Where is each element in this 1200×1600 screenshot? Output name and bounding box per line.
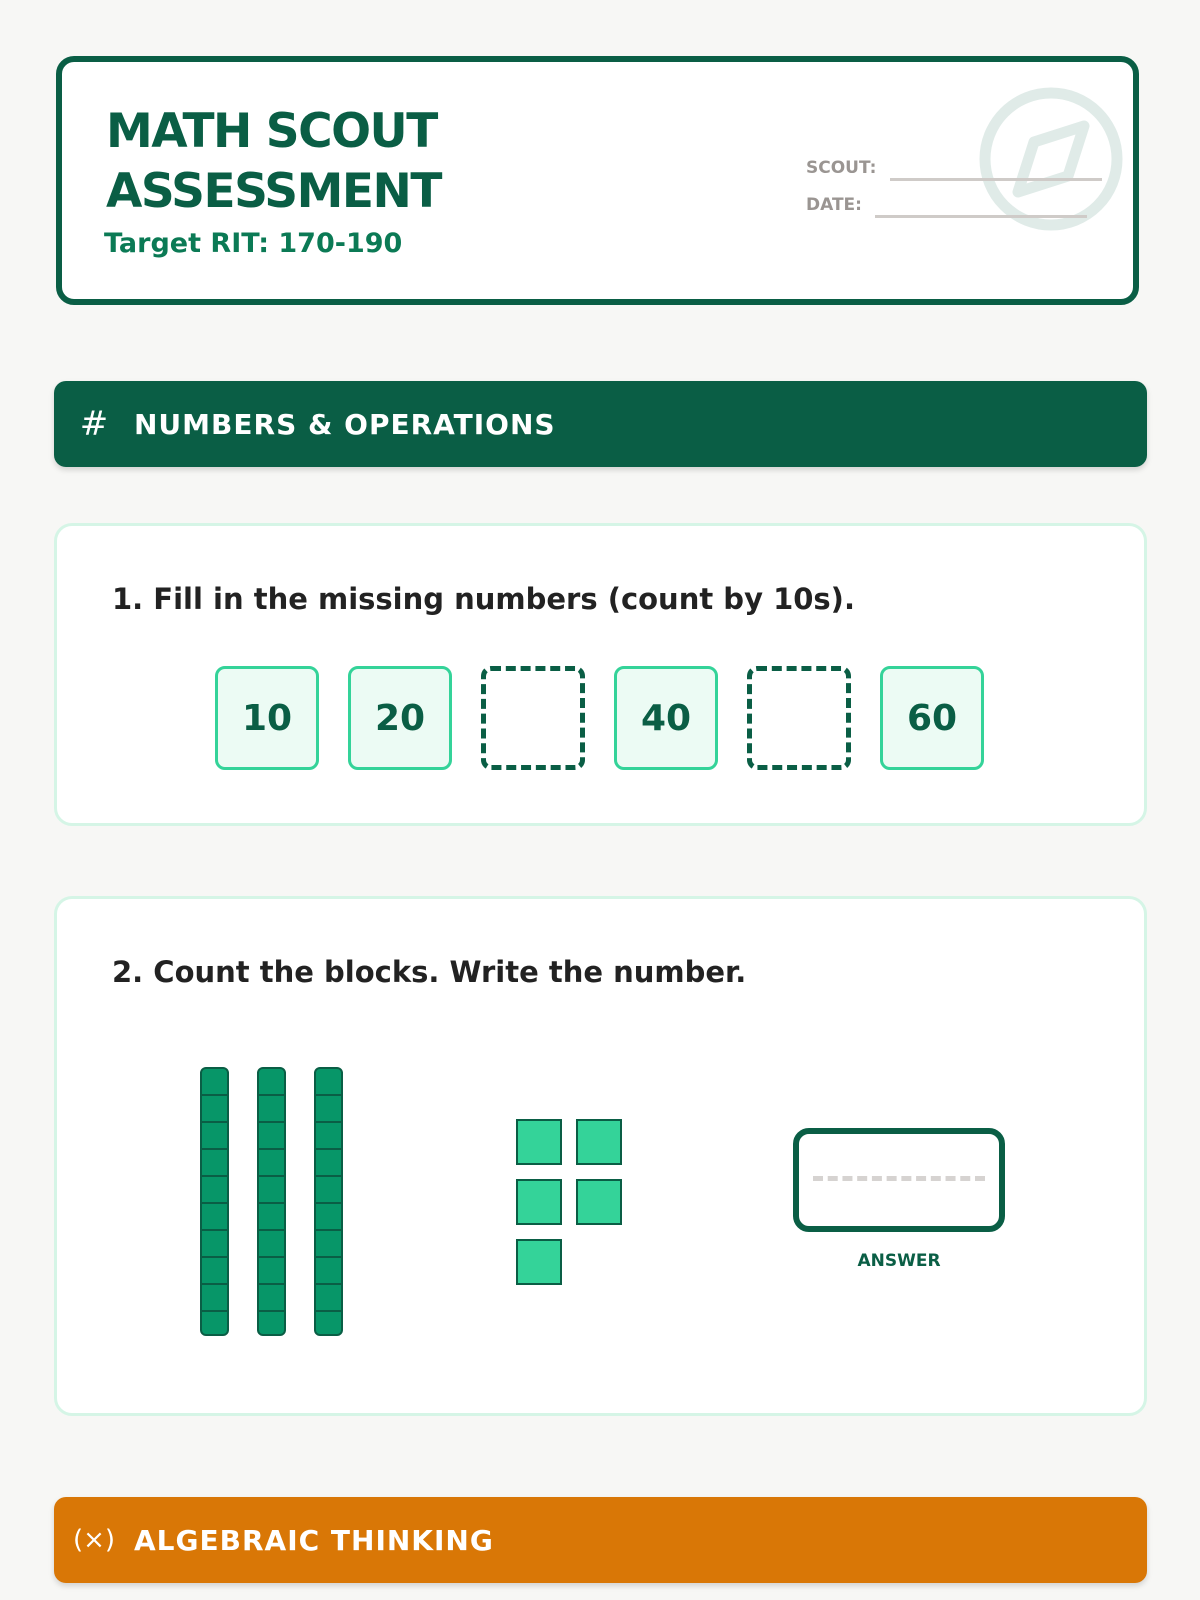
rod-segment [259, 1069, 284, 1096]
tens-rod [257, 1067, 286, 1336]
rod-segment [259, 1285, 284, 1312]
header-card [56, 56, 1139, 305]
ones-block [516, 1119, 562, 1165]
question-card-2 [54, 896, 1147, 1416]
rod-segment [316, 1312, 341, 1336]
variable-x-icon: (×) [72, 1525, 116, 1555]
rod-segment [316, 1231, 341, 1258]
question-text: 2. Count the blocks. Write the number. [112, 955, 747, 989]
rod-segment [316, 1258, 341, 1285]
answer-label: ANSWER [857, 1251, 941, 1271]
rod-segment [316, 1204, 341, 1231]
target-rit: Target RIT: 170-190 [104, 228, 403, 259]
rod-segment [259, 1123, 284, 1150]
rod-segment [202, 1150, 227, 1177]
section-algebraic-thinking [54, 1497, 1147, 1583]
rod-segment [259, 1258, 284, 1285]
number-box: 60 [880, 666, 984, 770]
rod-segment [202, 1069, 227, 1096]
rod-segment [202, 1204, 227, 1231]
section-title: NUMBERS & OPERATIONS [134, 407, 556, 441]
rod-segment [259, 1231, 284, 1258]
question-text: 1. Fill in the missing numbers (count by 10s). [112, 582, 855, 616]
number-box: 20 [348, 666, 452, 770]
number-box: 10 [215, 666, 319, 770]
rod-segment [259, 1150, 284, 1177]
rod-segment [316, 1285, 341, 1312]
rod-segment [202, 1231, 227, 1258]
answer-input[interactable] [793, 1128, 1005, 1232]
rod-segment [202, 1285, 227, 1312]
rod-segment [259, 1096, 284, 1123]
tens-rod [200, 1067, 229, 1336]
rod-segment [316, 1123, 341, 1150]
hash-icon: # [79, 404, 109, 444]
ones-block [516, 1239, 562, 1285]
ones-block [576, 1119, 622, 1165]
ones-block [516, 1179, 562, 1225]
section-numbers-operations [54, 381, 1147, 467]
question-card-1 [54, 523, 1147, 826]
rod-segment [259, 1177, 284, 1204]
rod-segment [259, 1312, 284, 1336]
rod-segment [202, 1312, 227, 1336]
page-title: MATH SCOUT ASSESSMENT [106, 104, 441, 219]
rod-segment [259, 1204, 284, 1231]
date-input[interactable] [875, 215, 1087, 218]
rod-segment [202, 1096, 227, 1123]
tens-rod [314, 1067, 343, 1336]
scout-input[interactable] [890, 178, 1102, 181]
rod-segment [316, 1069, 341, 1096]
rod-segment [316, 1150, 341, 1177]
ones-block [576, 1179, 622, 1225]
rod-segment [202, 1177, 227, 1204]
section-title: ALGEBRAIC THINKING [134, 1523, 494, 1557]
rod-segment [316, 1096, 341, 1123]
blank-answer-box[interactable] [747, 666, 851, 770]
rod-segment [202, 1123, 227, 1150]
date-label: DATE: [806, 195, 862, 215]
rod-segment [316, 1177, 341, 1204]
compass-icon [976, 84, 1126, 234]
rod-segment [202, 1258, 227, 1285]
blank-answer-box[interactable] [481, 666, 585, 770]
scout-label: SCOUT: [806, 158, 877, 178]
number-box: 40 [614, 666, 718, 770]
